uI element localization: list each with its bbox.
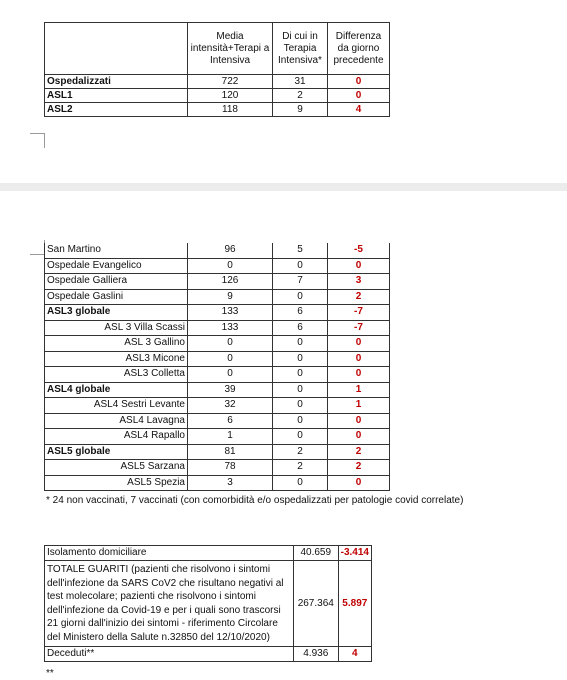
- row-label: Ospedalizzati: [45, 75, 188, 89]
- table-row: [45, 103, 390, 117]
- row-label: ASL2: [45, 103, 188, 117]
- row-value: 0: [188, 367, 273, 383]
- row-value: 0: [273, 336, 328, 352]
- row-value: 2: [273, 460, 328, 476]
- row-value: 7: [273, 274, 328, 290]
- row-value: 31: [273, 75, 328, 89]
- row-value: 81: [188, 444, 273, 460]
- row-value: 120: [188, 89, 273, 103]
- table-row: [45, 243, 390, 258]
- header-terapia: Di cui in Terapia Intensiva*: [273, 23, 328, 75]
- row-value: 9: [188, 289, 273, 305]
- table-row: [45, 258, 390, 274]
- row-value: 1: [188, 429, 273, 445]
- header-media: Media intensità+Terapi a Intensiva: [188, 23, 273, 75]
- header-differenza: Differenza da giorno precedente: [328, 23, 390, 75]
- row-diff: 0: [328, 367, 390, 383]
- row-diff: 0: [328, 258, 390, 274]
- row-label: Isolamento domiciliare: [45, 546, 294, 561]
- row-value: 0: [188, 336, 273, 352]
- row-diff: 0: [328, 89, 390, 103]
- row-diff: 0: [328, 336, 390, 352]
- row-label: Deceduti**: [45, 647, 294, 662]
- vaccination-footnote: * 24 non vaccinati, 7 vaccinati (con comorbidità e/o ospedalizzati per patologie covid correlate): [46, 495, 464, 506]
- row-label: ASL1: [45, 89, 188, 103]
- row-value: 5: [273, 243, 328, 258]
- row-label: ASL3 globale: [45, 305, 188, 321]
- row-value: 96: [188, 243, 273, 258]
- table-row: [45, 475, 390, 491]
- row-diff: 0: [328, 351, 390, 367]
- row-label: ASL4 Sestri Levante: [45, 398, 188, 414]
- row-value: 118: [188, 103, 273, 117]
- row-diff: 2: [328, 460, 390, 476]
- row-value: 126: [188, 274, 273, 290]
- row-value: 0: [188, 258, 273, 274]
- table-row: [45, 460, 390, 476]
- row-value: 2: [273, 444, 328, 460]
- row-value: 32: [188, 398, 273, 414]
- row-value: 2: [273, 89, 328, 103]
- row-value: 722: [188, 75, 273, 89]
- row-value: 0: [273, 367, 328, 383]
- row-value: 133: [188, 305, 273, 321]
- row-label: ASL4 Rapallo: [45, 429, 188, 445]
- row-value: 3: [188, 475, 273, 491]
- table-row: [45, 429, 390, 445]
- row-value: 133: [188, 320, 273, 336]
- row-diff: 4: [328, 103, 390, 117]
- row-label: ASL5 Sarzana: [45, 460, 188, 476]
- row-value: 4.936: [293, 647, 338, 662]
- row-value: 9: [273, 103, 328, 117]
- row-diff: -5: [328, 243, 390, 258]
- hospital-summary-table: [44, 22, 390, 117]
- header-empty: [45, 23, 188, 75]
- row-value: 0: [273, 475, 328, 491]
- table-row: [45, 75, 390, 89]
- table-row: [45, 561, 372, 647]
- row-label: ASL 3 Gallino: [45, 336, 188, 352]
- row-value: 0: [273, 289, 328, 305]
- table-row: [45, 413, 390, 429]
- page-corner-mark: [30, 240, 45, 255]
- row-value: 0: [273, 382, 328, 398]
- row-diff: 4: [338, 647, 371, 662]
- row-label: ASL3 Colletta: [45, 367, 188, 383]
- table-row: [45, 367, 390, 383]
- row-diff: 3: [328, 274, 390, 290]
- row-diff: 0: [328, 429, 390, 445]
- row-label: ASL4 globale: [45, 382, 188, 398]
- row-value: 78: [188, 460, 273, 476]
- row-diff: 1: [328, 398, 390, 414]
- table-row: [45, 444, 390, 460]
- row-value: 0: [273, 413, 328, 429]
- row-diff: 2: [328, 444, 390, 460]
- row-value: 6: [273, 320, 328, 336]
- row-value: 40.659: [293, 546, 338, 561]
- row-diff: -3.414: [338, 546, 371, 561]
- row-diff: 0: [328, 475, 390, 491]
- table-row: [45, 320, 390, 336]
- table-row: [45, 336, 390, 352]
- table-row: [45, 289, 390, 305]
- hospital-detail-table: [44, 243, 390, 491]
- isolation-recovered-table: [44, 545, 372, 662]
- row-value: 39: [188, 382, 273, 398]
- row-label: ASL5 Spezia: [45, 475, 188, 491]
- table-row: [45, 351, 390, 367]
- table-row: [45, 398, 390, 414]
- page-corner-mark: [30, 133, 45, 148]
- row-label: Ospedale Gaslini: [45, 289, 188, 305]
- row-diff: 0: [328, 413, 390, 429]
- row-value: 0: [273, 429, 328, 445]
- row-value: 6: [273, 305, 328, 321]
- row-diff: 1: [328, 382, 390, 398]
- footnote-marker: **: [46, 668, 54, 679]
- row-diff: -7: [328, 305, 390, 321]
- row-label: ASL3 Micone: [45, 351, 188, 367]
- row-diff: 0: [328, 75, 390, 89]
- table-row: [45, 274, 390, 290]
- row-diff: 5.897: [338, 561, 371, 647]
- row-value: 267.364: [293, 561, 338, 647]
- row-label: San Martino: [45, 243, 188, 258]
- row-label: Ospedale Evangelico: [45, 258, 188, 274]
- row-value: 6: [188, 413, 273, 429]
- row-value: 0: [273, 258, 328, 274]
- table-row: [45, 647, 372, 662]
- row-diff: 2: [328, 289, 390, 305]
- row-value: 0: [273, 398, 328, 414]
- row-diff: -7: [328, 320, 390, 336]
- row-label: TOTALE GUARITI (pazienti che risolvono i sintomi dell'infezione da SARS CoV2 che risultano negativi al test molecolare; pazienti che risolvono i sintomi dell'infezione da Covid-19 e per i quali sono trascorsi 21 giorni dall'inizio dei sintomi - riferimento Circolare del Ministero della Salute n.32850 del 12/10/2020): [45, 561, 294, 647]
- row-value: 0: [273, 351, 328, 367]
- page-break-separator: [0, 183, 567, 191]
- row-value: 0: [188, 351, 273, 367]
- table-row: [45, 89, 390, 103]
- table-header-row: [45, 23, 390, 75]
- row-label: Ospedale Galliera: [45, 274, 188, 290]
- row-label: ASL5 globale: [45, 444, 188, 460]
- row-label: ASL 3 Villa Scassi: [45, 320, 188, 336]
- table-row: [45, 305, 390, 321]
- table-row: [45, 382, 390, 398]
- table-row: [45, 546, 372, 561]
- row-label: ASL4 Lavagna: [45, 413, 188, 429]
